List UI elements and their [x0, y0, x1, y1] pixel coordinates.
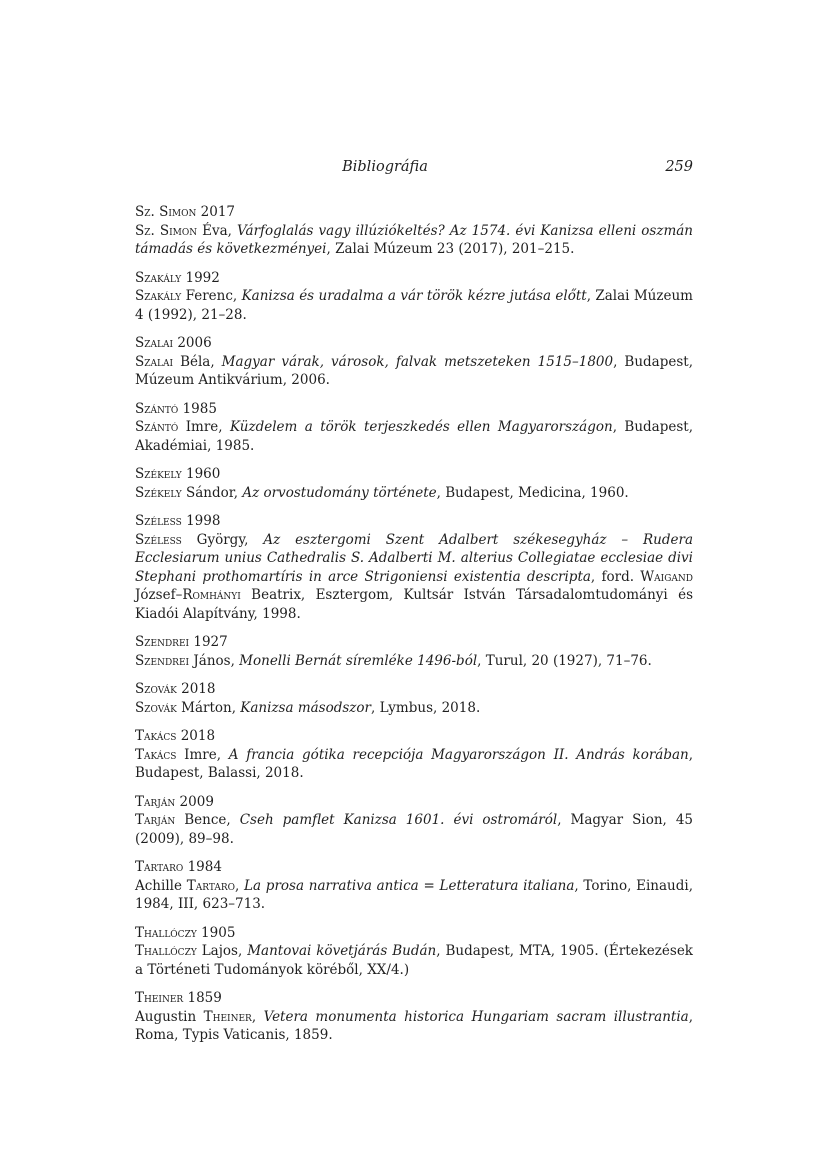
entry-text-segment: , Torino, Einaudi, 1984, III, 623–713.	[135, 877, 693, 912]
entry-text-segment: , Zalai Múzeum 4 (1992), 21–28.	[135, 288, 693, 323]
entry-body	[135, 222, 693, 259]
entry-body	[135, 942, 693, 979]
bibliography-entry	[135, 793, 693, 849]
entry-text-segment: Imre,	[178, 419, 230, 435]
entry-label: Sz. Simon 2017	[135, 204, 236, 220]
entry-label: Szakály 1992	[135, 269, 220, 286]
entry-text-segment: , Budapest, Múzeum Antikvárium, 2006.	[135, 353, 693, 388]
entry-label: Tartaro 1984	[135, 859, 222, 875]
entry-label: Takács 2018	[135, 728, 216, 744]
entry-text-segment: , Magyar Sion, 45 (2009), 89–98.	[135, 812, 693, 847]
entry-text-segment: Márton,	[176, 699, 241, 716]
entry-body	[135, 531, 693, 624]
entry-text-segment: , Budapest, Medicina, 1960.	[436, 484, 629, 501]
entry-body	[135, 418, 693, 455]
bibliography-entry	[135, 727, 693, 783]
entry-text-segment: József–	[135, 587, 183, 603]
entry-text-segment: Kanizsa másodszor	[240, 699, 371, 716]
entry-body	[135, 746, 693, 783]
entry-text-segment: , Zalai Múzeum 23 (2017), 201–215.	[326, 241, 575, 257]
bibliography-entry	[135, 334, 693, 390]
bibliography-entry	[135, 512, 693, 623]
entry-text-segment: Tarján	[135, 812, 176, 828]
entry-text-segment: Az esztergomi Szent Adalbert székesegyház – Rudera Ecclesiarum unius Cathedralis S. Adalberti M. alterius Collegiatae ecclesiae divi Stephani prothomartíris in arce Strigoniensi existentia descripta	[135, 531, 693, 585]
bibliography-entry	[135, 680, 693, 717]
entry-text-segment: Az orvostudomány története	[242, 484, 437, 501]
entry-text-segment: Sz. Simon	[135, 222, 198, 239]
entry-text-segment: Szalai	[135, 353, 174, 370]
entry-text-segment: , Budapest, MTA, 1905. (Értekezések a Történeti Tudományok köréből, XX/4.)	[135, 943, 693, 978]
entry-label: Szántó 1985	[135, 400, 217, 417]
entry-text-segment: Várfoglalás vagy illúziókeltés? Az 1574. évi Kanizsa elleni oszmán támadás és következményei	[135, 222, 693, 257]
entry-label: Szendrei 1927	[135, 634, 228, 650]
bibliography-entry	[135, 465, 693, 502]
entry-label: Széless 1998	[135, 513, 221, 529]
bibliography-entry	[135, 858, 693, 914]
entry-label: Tarján 2009	[135, 793, 214, 810]
entry-label: Szovák 2018	[135, 681, 216, 697]
entry-text-segment: Achille	[135, 877, 187, 894]
entry-text-segment: La prosa narrativa antica = Letteratura italiana	[244, 877, 575, 894]
entry-text-segment: Sándor,	[181, 484, 243, 501]
entry-body	[135, 484, 693, 503]
entry-text-segment: Lajos,	[196, 943, 248, 959]
entry-text-segment: Éva,	[197, 222, 238, 239]
entry-text-segment: Küzdelem a török terjeszkedés ellen Magyarországon	[229, 419, 613, 435]
entry-label: Thallóczy 1905	[135, 924, 236, 941]
page-header	[135, 158, 693, 177]
bibliography-entry	[135, 633, 693, 670]
bibliography-entry	[135, 400, 693, 456]
entry-text-segment: János,	[189, 652, 240, 669]
entry-body	[135, 353, 693, 390]
entry-text-segment: Szántó	[135, 419, 179, 435]
entry-body	[135, 877, 693, 914]
entry-label: Szalai 2006	[135, 335, 212, 351]
entry-text-segment: Imre,	[176, 746, 229, 763]
entry-text-segment: , Budapest, Akadémiai, 1985.	[135, 419, 693, 454]
entry-text-segment: ,	[235, 877, 245, 894]
entry-text-segment: Beatrix, Esztergom, Kultsár István Társadalomtudományi és Kiadói Alapítvány, 1998.	[135, 587, 693, 622]
entry-text-segment: Romhányi	[182, 587, 241, 603]
bibliography-list	[135, 203, 693, 1045]
entry-text-segment: Thallóczy	[135, 943, 197, 959]
entry-text-segment: Szovák	[135, 699, 177, 716]
entry-text-segment: Mantovai követjárás Budán	[247, 943, 437, 959]
entry-body	[135, 811, 693, 848]
entry-text-segment: , Budapest, Balassi, 2018.	[135, 746, 694, 781]
bibliography-entry	[135, 989, 693, 1045]
entry-text-segment: Theiner	[203, 1008, 252, 1025]
entry-text-segment: Ferenc,	[181, 288, 242, 304]
entry-text-segment: Monelli Bernát síremléke 1496-ból	[239, 652, 478, 669]
entry-text-segment: Cseh pamflet Kanizsa 1601. évi ostromáról	[239, 812, 558, 828]
entry-text-segment: Béla,	[173, 353, 222, 370]
entry-text-segment: A francia gótika recepciója Magyarországon II. András korában	[228, 746, 689, 763]
entry-text-segment: Waigand	[640, 568, 693, 585]
entry-text-segment: , Roma, Typis Vaticanis, 1859.	[135, 1008, 693, 1043]
bibliography-entry	[135, 924, 693, 980]
entry-body	[135, 699, 693, 718]
entry-label: Székely 1960	[135, 466, 221, 482]
entry-text-segment: György,	[181, 531, 264, 548]
entry-text-segment: Bence,	[175, 812, 240, 828]
bibliography-entry	[135, 269, 693, 325]
entry-text-segment: Augustin	[135, 1008, 204, 1025]
entry-body	[135, 287, 693, 324]
entry-body	[135, 1008, 693, 1045]
entry-text-segment: Széless	[135, 531, 182, 548]
page-number: 259	[665, 159, 693, 175]
entry-text-segment: , ford.	[590, 568, 641, 585]
entry-text-segment: , Turul, 20 (1927), 71–76.	[477, 652, 652, 669]
entry-text-segment: Vetera monumenta historica Hungariam sacram illustrantia	[263, 1008, 689, 1025]
entry-body	[135, 652, 693, 671]
page-content	[135, 158, 693, 1055]
entry-text-segment: Szendrei	[135, 652, 190, 669]
entry-text-segment: Takács	[135, 746, 177, 763]
entry-text-segment: Kanizsa és uradalma a vár török kézre jutása előtt	[241, 288, 587, 304]
entry-text-segment: , Lymbus, 2018.	[371, 699, 481, 716]
bibliography-entry	[135, 203, 693, 259]
entry-label: Theiner 1859	[135, 990, 222, 1006]
entry-text-segment: Tartaro	[186, 877, 235, 894]
entry-text-segment: Szakály	[135, 288, 182, 304]
running-title: Bibliográfia	[342, 159, 428, 175]
entry-text-segment: Székely	[135, 484, 182, 501]
entry-text-segment: ,	[251, 1008, 264, 1025]
entry-text-segment: Magyar várak, városok, falvak metszeteken 1515–1800	[221, 353, 614, 370]
